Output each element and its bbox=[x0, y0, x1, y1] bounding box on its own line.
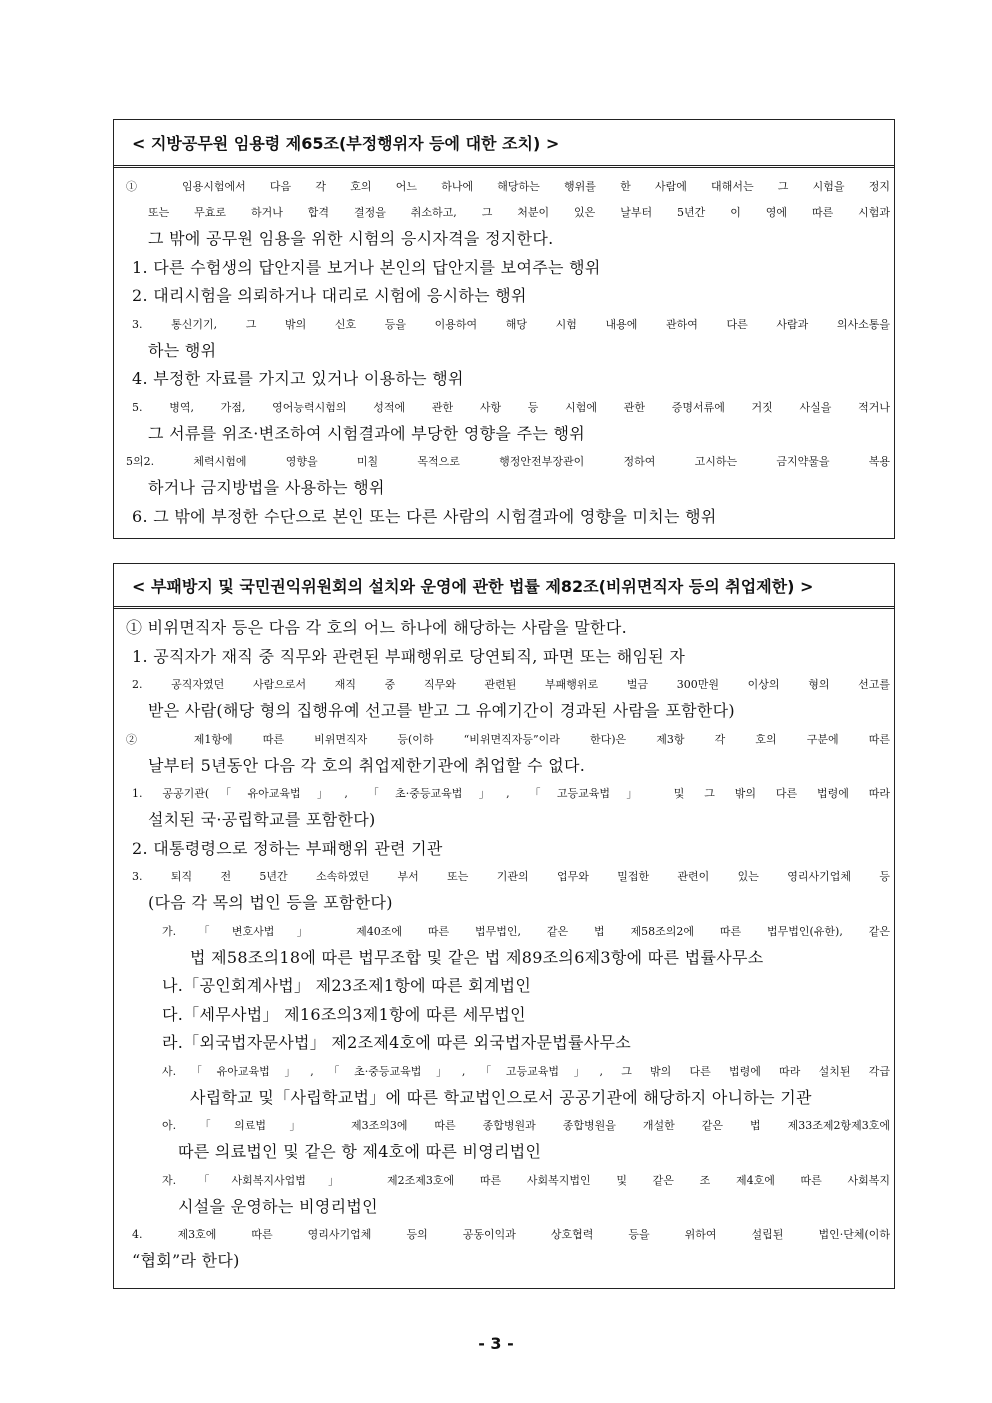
page-number: - 3 - bbox=[478, 1334, 514, 1353]
paragraph-line: ② 제1항에 따른 비위면직자 등(이하 “비위면직자등”이라 한다)은 제3항 각 호의 구분에 따른 bbox=[126, 732, 890, 746]
sub-item: 다.「세무사법」 제16조의3제1항에 따른 세무법인 bbox=[162, 1004, 526, 1024]
list-item: 2. 대리시험을 의뢰하거나 대리로 시험에 응시하는 행위 bbox=[132, 286, 527, 305]
list-item-continuation: 받은 사람(해당 형의 집행유예 선고를 받고 그 유예기간이 경과된 사람을 포함한다) bbox=[148, 701, 735, 720]
box-content bbox=[114, 168, 894, 530]
paragraph-line: 날부터 5년동안 다음 각 호의 취업제한기관에 취업할 수 없다. bbox=[148, 755, 586, 775]
paragraph-line: ① 임용시험에서 다음 각 호의 어느 하나에 해당하는 행위를 한 사람에 대해서는 그 시험을 정지 bbox=[126, 180, 890, 193]
box-title: < 부패방지 및 국민권익위원회의 설치와 운영에 관한 법률 제82조(비위면직자 등의 취업제한) > bbox=[114, 564, 894, 609]
list-item-continuation: 그 서류를 위조·변조하여 시험결과에 부당한 영향을 주는 행위 bbox=[148, 423, 585, 443]
sub-item: 사.「유아교육법」,「초·중등교육법」,「고등교육법」, 그 밖의 다른 법령에 따라 설치된 각급 bbox=[162, 1064, 890, 1078]
list-item: 1. 공직자가 재직 중 직무와 관련된 부패행위로 당연퇴직, 파면 또는 해임된 자 bbox=[132, 646, 686, 666]
list-item: 4. 제3호에 따른 영리사기업체 등의 공동이익과 상호협력 등을 위하여 설립된 법인·단체(이하 bbox=[132, 1228, 890, 1241]
paragraph-line: 그 밖에 공무원 임용을 위한 시험의 응시자격을 정지한다. bbox=[148, 229, 554, 248]
list-item: 5. 병역, 가점, 영어능력시험의 성적에 관한 사항 등 시험에 관한 증명서류에 거짓 사실을 적거나 bbox=[132, 400, 890, 414]
sub-item-continuation: 사립학교 및「사립학교법」에 따른 학교법인으로서 공공기관에 해당하지 아니하는 기관 bbox=[190, 1087, 812, 1107]
list-item: 5의2. 체력시험에 영향을 미칠 목적으로 행정안전부장관이 정하여 고시하는 금지약물을 복용 bbox=[126, 455, 890, 468]
list-item: 1. 공공기관(「유아교육법」, 「초·중등교육법」, 「고등교육법」 및 그 밖의 다른 법령에 따라 bbox=[132, 787, 890, 800]
sub-item-continuation: 법 제58조의18에 따른 법무조합 및 같은 법 제89조의6제3항에 따른 법률사무소 bbox=[190, 947, 764, 967]
list-item: 2. 공직자였던 사람으로서 재직 중 직무와 관련된 부패행위로 벌금 300만원 이상의 형의 선고를 bbox=[132, 678, 890, 691]
list-item: 4. 부정한 자료를 가지고 있거나 이용하는 행위 bbox=[132, 369, 464, 388]
sub-item: 자.「사회복지사업법」 제2조제3호에 따른 사회복지법인 및 같은 조 제4호에 따른 사회복지 bbox=[162, 1173, 890, 1187]
sub-item-continuation: 따른 의료법인 및 같은 항 제4호에 따른 비영리법인 bbox=[178, 1142, 542, 1161]
sub-item: 가.「변호사법」 제40조에 따른 법무법인, 같은 법 제58조의2에 따른 법무법인(유한), 같은 bbox=[162, 924, 890, 938]
list-item-continuation: 하거나 금지방법을 사용하는 행위 bbox=[148, 478, 385, 497]
list-item: 6. 그 밖에 부정한 수단으로 본인 또는 다른 사람의 시험결과에 영향을 미치는 행위 bbox=[132, 506, 717, 526]
paragraph-line: ① 비위면직자 등은 다음 각 호의 어느 하나에 해당하는 사람을 말한다. bbox=[126, 618, 627, 637]
list-item-continuation: (다음 각 목의 법인 등을 포함한다) bbox=[148, 893, 393, 912]
list-item-continuation: 하는 행위 bbox=[148, 340, 217, 360]
sub-item-continuation: 시설을 운영하는 비영리법인 bbox=[178, 1196, 378, 1216]
paragraph-line: 또는 무효로 하거나 합격 결정을 취소하고, 그 처분이 있은 날부터 5년간 이 영에 따른 시험과 bbox=[148, 206, 890, 219]
sub-item: 아.「의료법」 제3조의3에 따른 종합병원과 종합병원을 개설한 같은 법 제33조제2항제3호에 bbox=[162, 1119, 890, 1132]
list-item: 3. 퇴직 전 5년간 소속하였던 부서 또는 기관의 업무와 밀접한 관련이 있는 영리사기업체 등 bbox=[132, 870, 890, 883]
sub-item: 라.「외국법자문사법」 제2조제4호에 따른 외국법자문법률사무소 bbox=[162, 1033, 632, 1052]
sub-item: 나.「공인회계사법」 제23조제1항에 따른 회계법인 bbox=[162, 976, 532, 995]
list-item: 2. 대통령령으로 정하는 부패행위 관련 기관 bbox=[132, 838, 443, 858]
article-box-local-civil-service-decree bbox=[113, 119, 895, 539]
list-item-continuation: “협회”라 한다) bbox=[132, 1251, 240, 1270]
article-box-anti-corruption-act bbox=[113, 563, 895, 1289]
list-item: 3. 통신기기, 그 밖의 신호 등을 이용하여 해당 시험 내용에 관하여 다른 사람과 의사소통을 bbox=[132, 317, 890, 331]
list-item-continuation: 설치된 국·공립학교를 포함한다) bbox=[148, 810, 376, 829]
list-item: 1. 다른 수험생의 답안지를 보거나 본인의 답안지를 보여주는 행위 bbox=[132, 257, 601, 277]
box-title: < 지방공무원 임용령 제65조(부정행위자 등에 대한 조치) > bbox=[114, 120, 894, 168]
box-content bbox=[114, 609, 894, 1274]
